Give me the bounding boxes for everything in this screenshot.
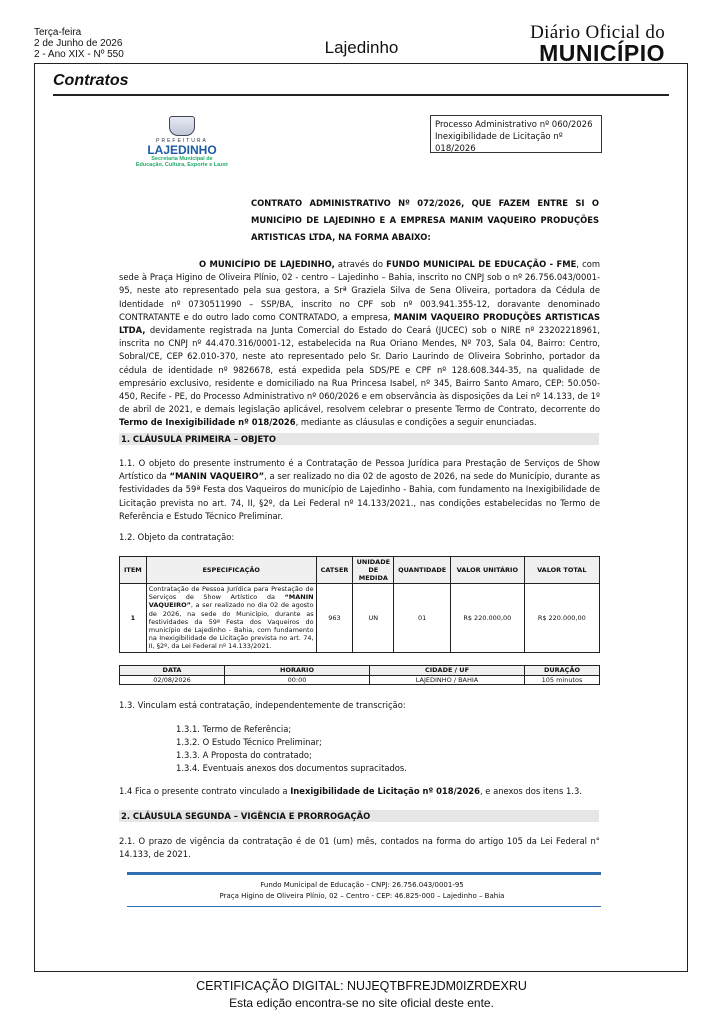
col-duration: DURAÇÃO bbox=[525, 666, 600, 676]
footer-divider-top bbox=[127, 872, 601, 875]
spec-text-a: Contratação de Pessoa Jurídica para Prestação de Serviços de Show Artístico da bbox=[148, 585, 314, 602]
weekday: Terça-feira bbox=[34, 27, 82, 38]
clause-1-1-text-a: 1.1. O objeto do presente instrumento é a Contratação de Pessoa Jurídica para Prestação de Serviços de Show Artístico da bbox=[119, 458, 600, 482]
table-row bbox=[120, 584, 600, 653]
col-total: VALOR TOTAL bbox=[524, 557, 599, 584]
brand-line-2: MUNICÍPIO bbox=[539, 40, 665, 66]
certification-code: CERTIFICAÇÃO DIGITAL: NUJEQTBFREJDM0IZRDEXRU bbox=[196, 979, 527, 993]
col-date: DATA bbox=[120, 666, 225, 676]
edition-number: 2 - Ano XIX - Nº 550 bbox=[34, 49, 124, 60]
clause-1-1 bbox=[119, 457, 600, 523]
items-table-header bbox=[120, 557, 600, 584]
clause-1-1-artist: “MANIN VAQUEIRO” bbox=[169, 471, 265, 482]
gazette-brand bbox=[530, 24, 665, 64]
cell-date: 02/08/2026 bbox=[120, 675, 225, 685]
table-row bbox=[120, 675, 600, 685]
col-unit: UNIDADE DE MEDIDA bbox=[353, 557, 394, 584]
preamble-text-4: , mediante as cláusulas e condições a seguir enunciadas. bbox=[295, 417, 537, 428]
coat-of-arms-icon bbox=[169, 116, 195, 136]
schedule-header bbox=[120, 666, 600, 676]
logo-sub-1: Secretaria Municipal de bbox=[151, 156, 213, 162]
col-spec: ESPECIFICAÇÃO bbox=[146, 557, 316, 584]
contract-title: CONTRATO ADMINISTRATIVO Nº 072/2026, QUE FAZEM ENTRE SI O MUNICÍPIO DE LAJEDINHO E A EMPRESA MANIM VAQUEIRO PRODUÇÕES ARTISTICAS LTDA, NA FORMA ABAIXO: bbox=[251, 198, 599, 243]
spec-artist: “MANIN VAQUEIRO” bbox=[148, 593, 314, 610]
brand-line-1: Diário Oficial do bbox=[530, 22, 665, 43]
cell-qty: 01 bbox=[394, 584, 451, 653]
cell-duration: 105 minutos bbox=[525, 675, 600, 685]
preamble-fund: FUNDO MUNICIPAL DE EDUCAÇÃO - FME bbox=[386, 259, 577, 269]
clause-1-4 bbox=[119, 786, 582, 796]
preamble-party-2: MANIM VAQUEIRO PRODUÇÕES ARTISTICAS LTDA, bbox=[119, 311, 600, 336]
clause-1-4-text-a: 1.4 Fica o presente contrato vinculado a bbox=[119, 786, 291, 796]
spec-text-c: , a ser realizado no dia 02 de agosto de 2026, na sede do Município, durante as festividades da 59ª Festa dos Vaqueiros do município de Lajedinho - Bahia, com fundamento na Inexigibilidade de Licitação prevista no art. 74, II, §2º, da Lei Federal nº 14.133/2021. bbox=[148, 601, 314, 651]
footer-line-1: Fundo Municipal de Educação - CNPJ: 26.756.043/0001-95 bbox=[260, 881, 464, 889]
certification-block bbox=[0, 978, 723, 1012]
process-box bbox=[430, 115, 602, 153]
col-qty: QUANTIDADE bbox=[394, 557, 451, 584]
preamble-term: Termo de Inexigibilidade nº 018/2026 bbox=[119, 417, 296, 428]
preamble-text-3: devidamente registrada na Junta Comercial do Estado do Ceará (JUCEC) sob o NIRE nº 23202218961, inscrita no CNPJ nº 44.470.316/0001-12, estabelecida na Rua Oriano Mendes, Nº 703, Sala 04, Bairro: Centro, Sobral/CE, CEP 62.010-370, neste ato representado pelo Sr. Dario Laurindo de Oliveira Sobrinho, portador da cédula de identidade nº 9826678, está expedida pela SDS/PE e CPF nº 128.608.344-35, na qualidade de empresário exclusivo, residente e domiciliado na Rua Princesa Isabel, nº 345, Bairro Santo Amaro, CEP: 50.050-450, Recife - PE, do Processo Administrativo nº 060/2026 e em observância às disposições da Lei nº 14.133, de 1º de abril de 2021, e demais legislação aplicável, resolvem celebrar o presente Termo de Contrato, decorrente do bbox=[119, 325, 600, 415]
preamble-text-2: , com sede à Praça Higino de Oliveira Plínio, 02 - centro – Lajedinho – Bahia, inscrito no CNPJ sob o nº 26.756.043/0001-95, neste ato representado pela sua gestora, a Srª Graziela Silva de Sena Oliveira, portadora da Cédula de Identidade nº 0730511990 – SSP/BA, inscrito no CPF sob nº 003.941.355-12, doravante denominado CONTRATANTE e do outro lado como CONTRATADO, a empresa, bbox=[119, 259, 601, 322]
clause-1-3: 1.3. Vinculam está contratação, independentemente de transcrição: bbox=[119, 700, 406, 710]
cell-unit: UN bbox=[353, 584, 394, 653]
clause-2-heading: 2. CLÁUSULA SEGUNDA – VIGÊNCIA E PRORROGAÇÃO bbox=[119, 810, 599, 822]
clause-1-3-2: 1.3.2. O Estudo Técnico Preliminar; bbox=[176, 737, 322, 747]
clause-1-3-4: 1.3.4. Eventuais anexos dos documentos supracitados. bbox=[176, 763, 407, 773]
section-title: Contratos bbox=[53, 72, 129, 89]
clause-1-4-ref: Inexigibilidade de Licitação nº 018/2026 bbox=[290, 786, 480, 796]
col-time: HORARIO bbox=[225, 666, 370, 676]
preamble-party-1: O MUNICÍPIO DE LAJEDINHO, bbox=[199, 259, 335, 269]
certification-note: Esta edição encontra-se no site oficial deste ente. bbox=[229, 996, 494, 1010]
city-title: Lajedinho bbox=[324, 38, 399, 57]
process-number: Processo Administrativo nº 060/2026 bbox=[435, 120, 593, 130]
clause-1-3-3: 1.3.3. A Proposta do contratado; bbox=[176, 750, 312, 760]
footer-divider-bottom bbox=[127, 906, 601, 907]
cell-catser: 963 bbox=[316, 584, 353, 653]
clause-2-1: 2.1. O prazo de vigência da contratação é de 01 (um) mês, contados na forma do artigo 105 da Lei Federal n° 14.133, de 2021. bbox=[119, 836, 600, 860]
page-frame bbox=[34, 63, 688, 972]
logo-prefeitura: PREFEITURA bbox=[156, 138, 208, 144]
col-city: CIDADE / UF bbox=[370, 666, 525, 676]
footer-line-2: Praça Higino de Oliveira Plínio, 02 – Centro - CEP: 46.825-000 – Lajedinho – Bahia bbox=[219, 892, 505, 900]
col-catser: CATSER bbox=[316, 557, 353, 584]
clause-1-4-text-c: , e anexos dos itens 1.3. bbox=[479, 786, 582, 796]
logo-sub-2: Educação, Cultura, Esporte e Lazer bbox=[135, 162, 229, 168]
clause-1-1-text-c: , a ser realizado no dia 02 de agosto de 2026, na sede do Município, durante as festividades da 59ª Festa dos Vaqueiros do município de Lajedinho - Bahia, com fundamento na Inexigibilidade de Licitação prevista no art. 74, II, §2º, da Lei Federal nº 14.133/2021., nas condições estabelecidas no Termo de Referência e Estudo Técnico Preliminar. bbox=[119, 471, 600, 521]
cell-unit-value: R$ 220.000,00 bbox=[451, 584, 524, 653]
clause-1-heading: 1. CLÁUSULA PRIMEIRA – OBJETO bbox=[119, 433, 599, 445]
clause-1-3-1: 1.3.1. Termo de Referência; bbox=[176, 724, 292, 734]
cell-item: 1 bbox=[120, 584, 147, 653]
col-item: ITEM bbox=[120, 557, 147, 584]
cell-spec bbox=[146, 584, 316, 653]
col-unit-value: VALOR UNITÁRIO bbox=[451, 557, 524, 584]
cell-time: 00:00 bbox=[225, 675, 370, 685]
cell-total: R$ 220.000,00 bbox=[524, 584, 599, 653]
logo-town: LAJEDINHO bbox=[147, 143, 217, 157]
section-divider bbox=[53, 94, 669, 96]
clause-1-2: 1.2. Objeto da contratação: bbox=[119, 532, 235, 542]
preamble-text-1: através do bbox=[334, 259, 387, 269]
items-table bbox=[119, 556, 600, 653]
municipality-logo bbox=[132, 116, 232, 168]
schedule-table bbox=[119, 665, 600, 685]
inexigibility-number: Inexigibilidade de Licitação nº 018/2026 bbox=[435, 132, 563, 154]
preamble-paragraph bbox=[119, 258, 600, 430]
cell-city: LAJEDINHO / BAHIA bbox=[370, 675, 525, 685]
issue-date: 2 de Junho de 2026 bbox=[34, 38, 123, 49]
